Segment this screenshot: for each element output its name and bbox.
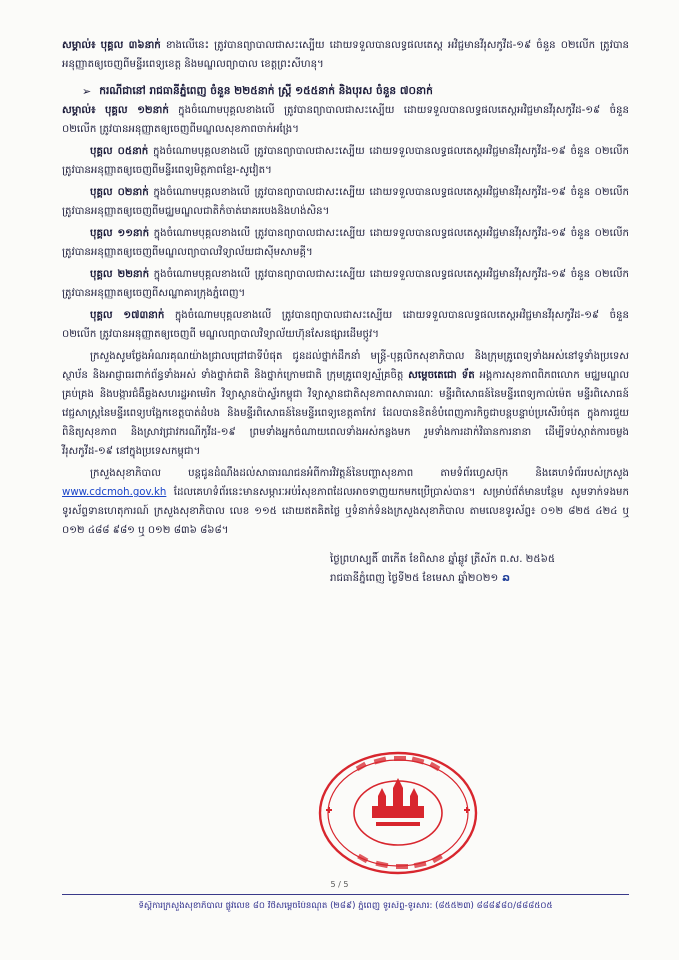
case-count: បុគ្គល ០២នាក់ <box>90 187 149 198</box>
paragraph-text: ក្នុងចំណោមបុគ្គលខាងលើ ត្រូវបានព្យាបាលជាសះស្បើយ ដោយទទួលបានលទ្ធផលតេស្តអវិជ្ជមានវីរុសកូវីដ-១៩ ចំនួន ០២លើក ត្រូវបានអនុញ្ញាតឲ្យចេញពី មណ្ឌលព្យាបាលវិទ្យាល័យហ៊ុនសែនផ្សារដើមថ្កូវ។ <box>62 310 629 340</box>
contact-paragraph <box>62 464 629 540</box>
case-count: បុគ្គល ៣៦នាក់ <box>100 40 161 51</box>
paragraph-6 <box>62 265 629 303</box>
paragraph-text: ក្នុងចំណោមបុគ្គលខាងលើ ត្រូវបានព្យាបាលជាសះស្បើយ ដោយទទួលបានលទ្ធផលតេស្តអវិជ្ជមានវីរុសកូវីដ-១៩ ចំនួន ០២លើក ត្រូវបានអនុញ្ញាតឲ្យចេញពីសណ្ឋាគារក្រុងភ្នំពេញ។ <box>62 269 629 299</box>
paragraph-text: ខាងលើនេះ ត្រូវបានព្យាបាលជាសះស្បើយ ដោយទទួលបានលទ្ធផលតេស្ត អវិជ្ជមានវីរុសកូវីដ-១៩ ចំនួន ០២លើក ត្រូវបានអនុញ្ញាតឲ្យចេញពីមន្ទីរពេទ្យខេត្ត និងមណ្ឌលព្យាបាល ខេត្តព្រះសីហនុ។ <box>62 40 630 70</box>
paragraph-text: ក្នុងចំណោមបុគ្គលខាងលើ ត្រូវបានព្យាបាលជាសះស្បើយ ដោយទទួលបានលទ្ធផលតេស្តអវិជ្ជមានវីរុសកូវីដ-១៩ ចំនួន ០២លើក ត្រូវបានអនុញ្ញាតឲ្យចេញពីមណ្ឌលសុខភាពចាក់អង្រែ។ <box>62 105 629 135</box>
bullet-text: ករណីជានៅ រាជធានីភ្នំពេញ ចំនួន ២២៥នាក់ ស្ត្រី ១៥៥នាក់ និងបុរស ចំនួន ៧០នាក់ <box>99 85 433 97</box>
paragraph-3 <box>62 142 629 180</box>
paragraph-text: ដែលគេហទំព័រនេះមានសម្ភារៈអប់រំសុខភាពដែលអាចទាញយកមកប្រើប្រាស់បាន។ សម្រាប់ព័ត៌មានបន្ថែម សូមទាក់ទងមកទូរស័ព្ទទានហេតុការណ៍ ក្រសួងសុខាភិបាល លេខ ១១៥ ដោយឥតគិតថ្លៃ ឬទំនាក់ទំនងក្រសួងសុខាភិបាល តាមលេខទូរស័ព្ទ៖ ០១២ ៨២៥ ៤២៤ ឬ ០១២ ៤៨៨ ៩៨១ ឬ ០១២ ៨៣៦ ៨៦៨។ <box>62 487 629 536</box>
case-count: បុគ្គល ១៧៣នាក់ <box>90 310 165 321</box>
lunar-date: ថ្ងៃព្រហស្បតិ៍ ៣កើត ខែពិសាខ ឆ្នាំឆ្លូវ ត្រីស័ក ព.ស. ២៥៦៥ <box>330 554 556 565</box>
paragraph-5 <box>62 224 629 262</box>
website-link[interactable]: www.cdcmoh.gov.kh <box>62 487 167 498</box>
highlighted-name: សម្តេចតេជោ ទ័ត <box>408 370 475 381</box>
page-number: 5 / 5 <box>330 880 349 889</box>
paragraph-text: ក្នុងចំណោមបុគ្គលខាងលើ ត្រូវបានព្យាបាលជាសះស្បើយ ដោយទទួលបានលទ្ធផលតេស្តអវិជ្ជមានវីរុសកូវីដ-១៩ ចំនួន ០២លើក ត្រូវបានអនុញ្ញាតឲ្យចេញពីមន្ទីរពេទ្យមិត្តភាពខ្មែរ-សូវៀត។ <box>62 146 629 176</box>
solar-date-text: រាជធានីភ្នំពេញ ថ្ងៃទី២៥ ខែមេសា ឆ្នាំ២០២១ <box>330 573 499 584</box>
case-count: បុគ្គល ១២នាក់ <box>104 105 169 116</box>
paragraph-7 <box>62 306 629 344</box>
paragraph-text: ក្នុងចំណោមបុគ្គលខាងលើ ត្រូវបានព្យាបាលជាសះស្បើយ ដោយទទួលបានលទ្ធផលតេស្តអវិជ្ជមានវីរុសកូវីដ-១៩ ចំនួន ០២លើក ត្រូវបានអនុញ្ញាតឲ្យចេញពីមណ្ឌលព្យាបាលវិទ្យាល័យជាស៊ីមសាមគ្គី។ <box>62 228 629 258</box>
paragraph-text: ក្នុងចំណោមបុគ្គលខាងលើ ត្រូវបានព្យាបាលជាសះស្បើយ ដោយទទួលបានលទ្ធផលតេស្តអវិជ្ជមានវីរុសកូវីដ-១៩ ចំនួន ០២លើក ត្រូវបានអនុញ្ញាតឲ្យចេញពីមជ្ឈមណ្ឌលជាតិកំចាត់រោគរបេងនិងហង់សិន។ <box>62 187 629 217</box>
case-count: បុគ្គល ០៥នាក់ <box>90 146 149 157</box>
paragraph-text: ក្រសួងសុខាភិបាល បន្តជូនដំណឹងដល់សាធារណជនអំពីការវិវត្តន៍នៃបញ្ហាសុខភាព តាមទំព័រហ្វេសប៊ុក និងគេហទំព័ររបស់ក្រសួង <box>90 468 629 479</box>
note-label: សម្គាល់៖ <box>62 105 96 116</box>
bullet-phnom-penh-cases <box>82 82 629 101</box>
document-body <box>62 36 629 588</box>
case-count: បុគ្គល ១១នាក់ <box>90 228 150 239</box>
solar-date <box>330 569 629 588</box>
paragraph-text: អង្គការសុខភាពពិភពលោក មជ្ឈមណ្ឌលគ្រប់គ្រង និងបង្ការជំងឺឆ្លងសហរដ្ឋអាមេរិក វិទ្យាស្ថានប៉ាស្ទ័រកម្ពុជា វិទ្យាស្ថានជាតិសុខភាពសាធារណៈ មន្ទីរពិសោធន៍នៃមន្ទីរពេទ្យកាល់ម៉េត មន្ទីរពិសោធន៍វេជ្ជសាស្ត្រនៃមន្ទីរពេទ្យបង្អែកខេត្តបាត់ដំបង និងមន្ទីរពិសោធន៍នៃមន្ទីរពេទ្យខេត្តតាកែវ ដែលបានខិតខំបំពេញភារកិច្ចជាបន្តបន្ទាប់ប្រសើរបំផុត ក្នុងការជួយពិនិត្យសុខភាព និងស្រាវជ្រាវករណីកូវីដ-១៩ ព្រមទាំងអ្នកចំណាយពេលទាំងអស់កន្លងមក រួមទាំងការដាក់វិធានការនានា ដើម្បីទប់ស្កាត់ការចម្លងវីរុសកូវីដ-១៩ នៅក្នុងប្រទេសកម្ពុជា។ <box>62 370 630 457</box>
arrow-bullet-icon: ➢ <box>82 85 92 98</box>
footer-divider <box>62 894 629 895</box>
case-count: បុគ្គល ២២នាក់ <box>90 269 150 280</box>
acknowledgement-paragraph <box>62 347 629 461</box>
paragraph-text: ក្រសួងសូមថ្លែងអំណរគុណយ៉ាងជ្រាលជ្រៅជាទីបំផុត ជូនដល់ថ្នាក់ដឹកនាំ មន្ត្រី-បុគ្គលិកសុខាភិបាល និងក្រុមគ្រូពេទ្យទាំងអស់នៅទូទាំងប្រទេស ស្ថាប័ន និងអាជ្ញាធរពាក់ព័ន្ធទាំងអស់ ទាំងថ្នាក់ជាតិ និងថ្នាក់ក្រោមជាតិ ក្រុមគ្រូពេទ្យស្ម័គ្រចិត្ត <box>62 351 629 381</box>
handwritten-mark: ລ <box>502 573 510 584</box>
paragraph-4 <box>62 183 629 221</box>
note-paragraph-2 <box>62 101 629 139</box>
footer-address: ទីស្តីការក្រសួងសុខាភិបាល ផ្លូវលេខ ៨០ វិថីសម្តេចប៉ែនណុត (២៨៩) ភ្នំពេញ ទូរស័ព្ទ-ទូរសារ: (៨៥៥២៣) ៨៨៨៩៨០/៨៨៨៥០៥ <box>138 901 553 911</box>
date-block <box>62 550 629 588</box>
note-label: សម្គាល់៖ <box>62 40 96 51</box>
note-paragraph-1 <box>62 36 629 74</box>
ministry-seal-icon <box>316 748 480 878</box>
